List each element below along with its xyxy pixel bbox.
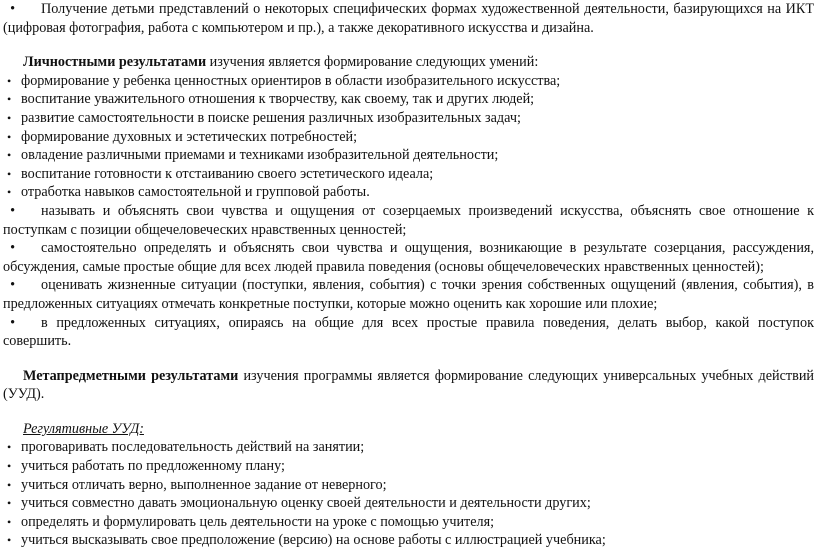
bullet-dot-icon: • xyxy=(3,314,16,331)
list-item: • учиться совместно давать эмоциональную оценку своей деятельности и деятельности других; xyxy=(3,494,814,513)
long-item: • называть и объяснять свои чувства и ощущения от созерцаемых произведений искусства, объяснять свое отношение к поступкам с позиции общечеловеческих нравственных ценностей; xyxy=(3,202,814,238)
meta-heading-bold: Метапредметными результатами xyxy=(23,367,239,384)
list-item: • воспитание готовности к отстаиванию своего эстетического идеала; xyxy=(3,165,814,184)
long-item: • в предложенных ситуациях, опираясь на общие для всех простые правила поведения, делать выбор, какой поступок совершить. xyxy=(3,314,814,350)
list-item: • учиться высказывать свое предположение (версию) на основе работы с иллюстрацией учебника; xyxy=(3,531,814,550)
bullet-dot-icon: • xyxy=(3,277,16,294)
intro-paragraph xyxy=(3,0,814,37)
list-item: • учиться работать по предложенному плану; xyxy=(3,457,814,476)
list-item: • формирование духовных и эстетических потребностей; xyxy=(3,128,814,147)
list-item: • учиться отличать верно, выполненное задание от неверного; xyxy=(3,476,814,495)
personal-heading-rest: изучения является формирование следующих умений: xyxy=(206,54,539,71)
list-item: • развитие самостоятельности в поиске решения различных изобразительных задач; xyxy=(3,109,814,128)
bullet-dot-icon: • xyxy=(3,1,16,17)
bullet-dot-icon: • xyxy=(3,202,16,219)
list-item: • отработка навыков самостоятельной и групповой работы. xyxy=(3,183,814,202)
list-item: • воспитание уважительного отношения к творчеству, как своему, так и других людей; xyxy=(3,90,814,109)
meta-heading xyxy=(3,367,814,404)
list-item: • овладение различными приемами и техниками изобразительной деятельности; xyxy=(3,146,814,165)
long-item: • оценивать жизненные ситуации (поступки, явления, события) с точки зрения собственных ощущений (явления, события), в предложенных ситуациях отмечать конкретные поступки, которые можно оценить как хорошие или плохие; xyxy=(3,277,814,312)
personal-heading-bold: Личностными результатами xyxy=(23,54,207,71)
bullet-dot-icon: • xyxy=(3,240,16,257)
intro-text: Получение детьми представлений о некоторых специфических формах художественной деятельности, базирующихся на ИКТ (цифровая фотография, работа с компьютером и пр.), а также декоративного искусства и дизайна. xyxy=(3,1,814,36)
regulatory-list xyxy=(3,438,814,550)
regulatory-heading: Регулятивные УУД: xyxy=(23,420,144,437)
long-item: • самостоятельно определять и объяснять свои чувства и ощущения, возникающие в результате созерцания, рассуждения, обсуждения, самые простые общие для всех людей правила поведения (основы общечеловеческих нравственных ценностей); xyxy=(3,240,814,275)
personal-list xyxy=(3,72,814,202)
list-item: • определять и формулировать цель деятельности на уроке с помощью учителя; xyxy=(3,513,814,532)
list-item: • формирование у ребенка ценностных ориентиров в области изобразительного искусства; xyxy=(3,72,814,91)
personal-heading xyxy=(3,53,814,72)
list-item: • проговаривать последовательность действий на занятии; xyxy=(3,438,814,457)
meta-heading-rest: изучения программы является формирование следующих универсальных учебных действий (УУД). xyxy=(3,367,815,403)
